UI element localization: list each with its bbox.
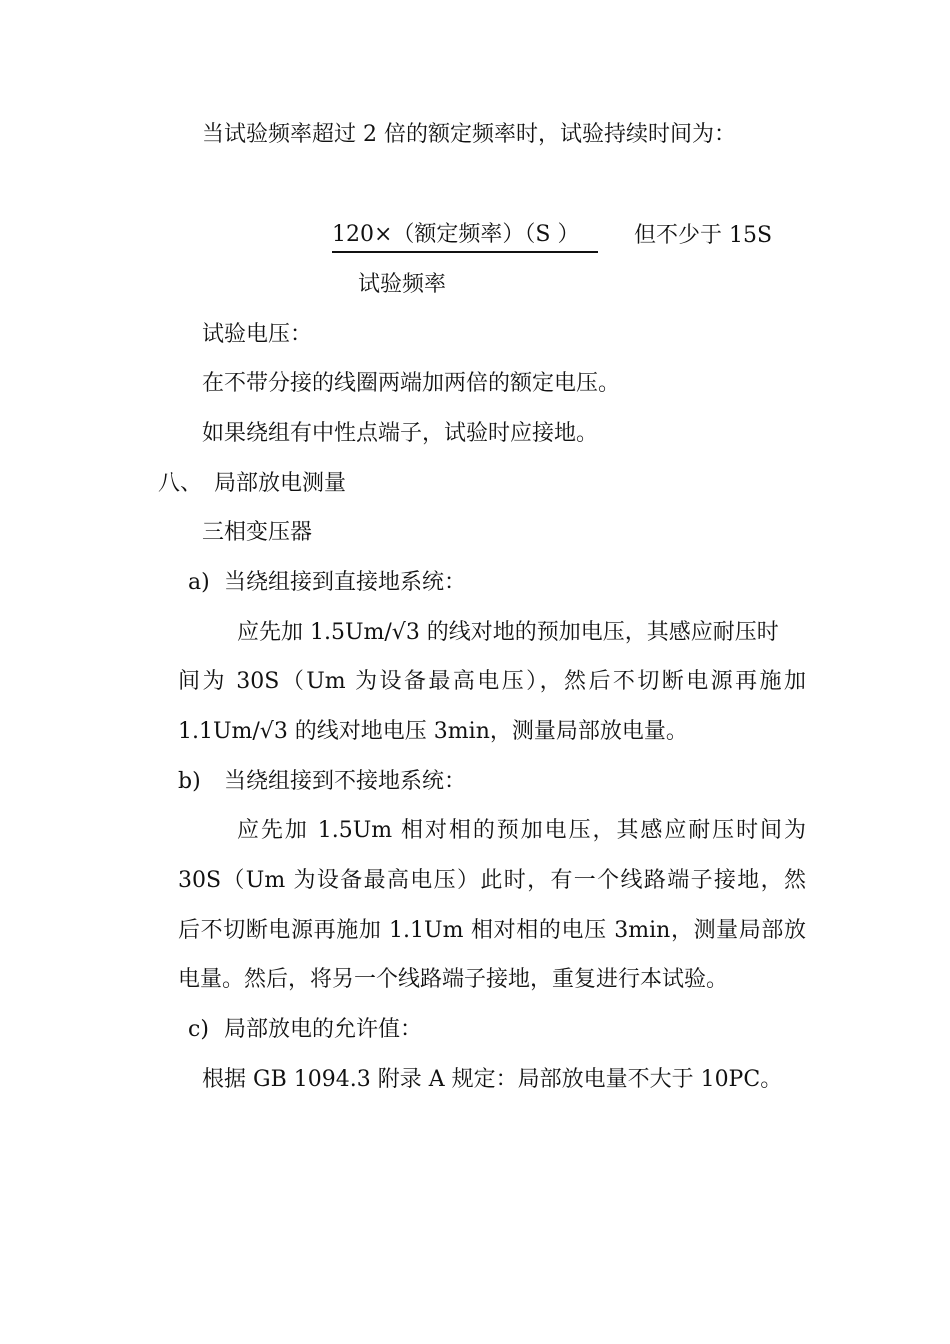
paragraph-voltage-apply: 在不带分接的线圈两端加两倍的额定电压。 xyxy=(202,371,621,396)
item-b-label: b) xyxy=(178,769,201,794)
section-number: 八、 xyxy=(158,471,203,496)
paragraph-neutral-ground: 如果绕组有中性点端子，试验时应接地。 xyxy=(202,421,599,446)
item-c-title: 局部放电的允许值： xyxy=(224,1017,423,1042)
formula-numerator: 120×（额定频率）（S ） xyxy=(332,221,598,253)
subheading-three-phase: 三相变压器 xyxy=(202,520,313,545)
item-b-line-4: 电量。然后，将另一个线路端子接地，重复进行本试验。 xyxy=(178,967,729,992)
paragraph-allowed-value: 根据 GB 1094.3 附录 A 规定：局部放电量不大于 10PC。 xyxy=(202,1067,783,1092)
item-a-title: 当绕组接到直接地系统： xyxy=(224,570,467,595)
section-title: 局部放电测量 xyxy=(214,471,347,496)
heading-test-voltage: 试验电压： xyxy=(202,322,313,347)
item-b-line-1: 应先加 1.5Um 相对相的预加电压，其感应耐压时间为 xyxy=(237,818,806,843)
paragraph-test-duration: 当试验频率超过 2 倍的额定频率时，试验持续时间为： xyxy=(202,122,736,147)
item-a-line-3: 1.1Um/√3 的线对地电压 3min，测量局部放电量。 xyxy=(178,719,688,744)
item-c-label: c) xyxy=(188,1017,209,1042)
item-a-line-1: 应先加 1.5Um/√3 的线对地的预加电压，其感应耐压时 xyxy=(237,620,779,645)
item-b-line-2: 30S（Um 为设备最高电压）此时，有一个线路端子接地，然 xyxy=(178,868,806,893)
item-a-line-2: 间为 30S（Um 为设备最高电压），然后不切断电源再施加 xyxy=(178,669,806,694)
item-b-line-3: 后不切断电源再施加 1.1Um 相对相的电压 3min，测量局部放 xyxy=(178,918,806,943)
formula-denominator: 试验频率 xyxy=(358,272,447,297)
formula-minimum-note: 但不少于 15S xyxy=(634,223,773,248)
item-a-label: a) xyxy=(188,570,210,595)
item-b-title: 当绕组接到不接地系统： xyxy=(224,769,467,794)
